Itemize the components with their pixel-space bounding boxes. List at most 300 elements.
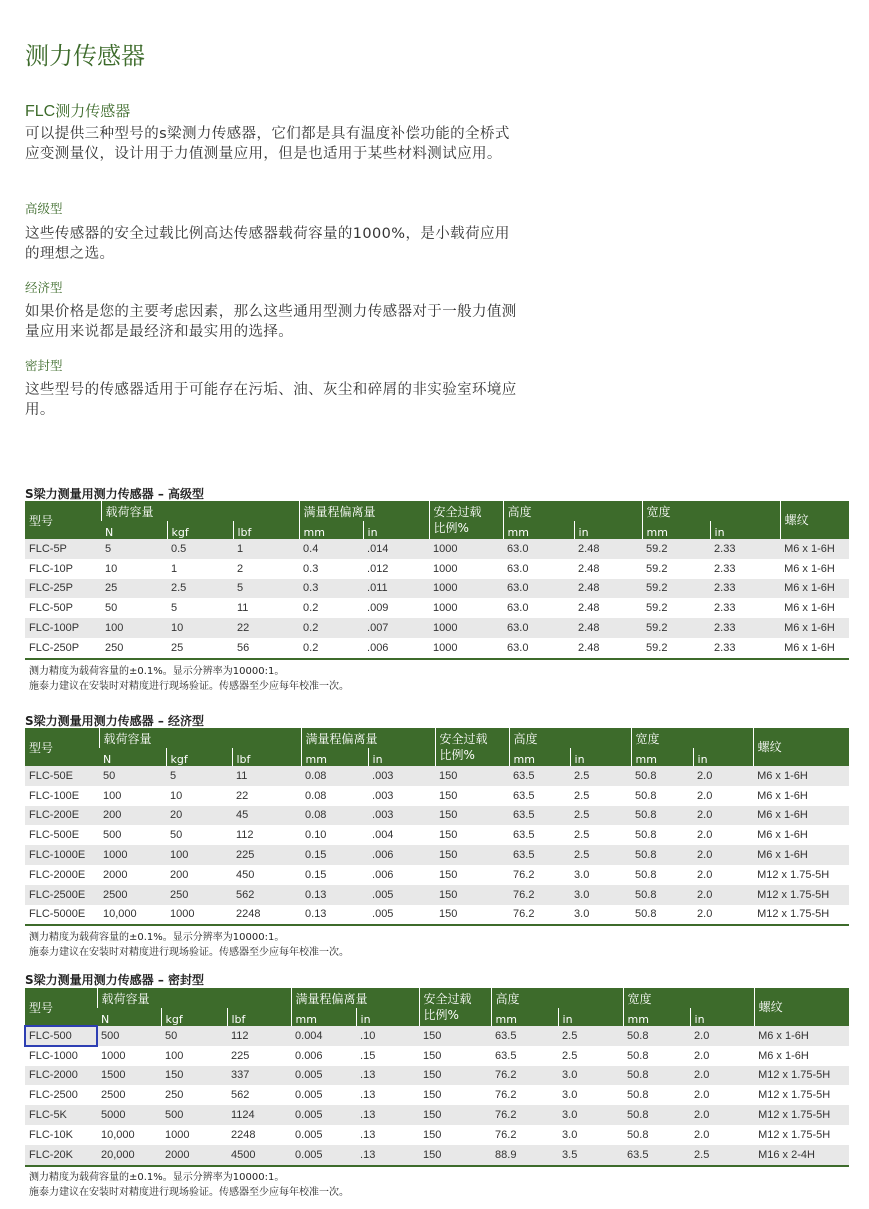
cell-width-mm: 50.8 [623, 1125, 690, 1145]
cell-overload-ratio: 150 [435, 806, 509, 826]
cell-height-mm: 63.5 [509, 806, 570, 826]
header-overload-line2: 比例% [439, 748, 475, 762]
cell-model: FLC-200E [25, 806, 99, 826]
cell-thread: M12 x 1.75-5H [754, 1085, 849, 1105]
cell-model: FLC-25P [25, 579, 101, 599]
cell-height-in: 2.48 [574, 559, 642, 579]
spec-table-economy [25, 728, 849, 926]
cell-model: FLC-2500E [25, 885, 99, 905]
note-line: 测力精度为载荷容量的±0.1%。显示分辨率为10000:1。 [29, 932, 285, 943]
cell-width-in: 2.0 [693, 786, 753, 806]
cell-capacity-lbf: 2 [233, 559, 299, 579]
cell-model: FLC-2000E [25, 865, 99, 885]
cell-overload-ratio: 150 [419, 1105, 491, 1125]
brand-name: FLC [25, 103, 56, 120]
header-thread: 螺纹 [780, 501, 849, 539]
header-thread: 螺纹 [754, 988, 849, 1026]
header-model: 型号 [25, 501, 101, 539]
cell-height-in: 2.5 [570, 806, 631, 826]
cell-height-mm: 63.0 [503, 539, 574, 559]
header-unit-mm: mm [642, 521, 710, 539]
type-label-economy: 经济型 [25, 280, 63, 295]
cell-deflection-in: .10 [356, 1026, 419, 1046]
cell-width-in: 2.33 [710, 579, 780, 599]
note-line: 测力精度为载荷容量的±0.1%。显示分辨率为10000:1。 [29, 1172, 285, 1183]
section-title-text: 测力传感器 [55, 102, 131, 120]
cell-model: FLC-5000E [25, 905, 99, 926]
header-unit-lbf: lbf [227, 1008, 291, 1026]
cell-width-in: 2.0 [693, 845, 753, 865]
header-unit-mm: mm [301, 748, 368, 766]
cell-capacity-kgf: 50 [161, 1026, 227, 1046]
header-overload-line1: 安全过载 [439, 732, 488, 746]
cell-overload-ratio: 150 [435, 766, 509, 786]
cell-overload-ratio: 1000 [429, 598, 503, 618]
cell-deflection-in: .003 [368, 766, 435, 786]
cell-capacity-kgf: 100 [161, 1046, 227, 1066]
table-row [25, 766, 849, 786]
cell-thread: M6 x 1-6H [753, 786, 849, 806]
cell-width-in: 2.33 [710, 638, 780, 659]
cell-width-in: 2.0 [693, 885, 753, 905]
table-notes-economy [29, 930, 349, 960]
cell-deflection-mm: 0.10 [301, 825, 368, 845]
cell-deflection-in: .006 [368, 865, 435, 885]
header-height: 高度 [509, 728, 631, 748]
cell-capacity-kgf: 1000 [161, 1125, 227, 1145]
cell-width-in: 2.0 [693, 766, 753, 786]
cell-capacity-kgf: 25 [167, 638, 233, 659]
table-title-sealed: S梁力测量用测力传感器 – 密封型 [25, 973, 204, 987]
header-model: 型号 [25, 728, 99, 766]
cell-height-in: 2.5 [570, 845, 631, 865]
header-height: 高度 [491, 988, 623, 1008]
cell-deflection-mm: 0.005 [291, 1066, 356, 1086]
cell-capacity-n: 1000 [97, 1046, 161, 1066]
cell-capacity-lbf: 22 [233, 618, 299, 638]
cell-deflection-mm: 0.2 [299, 598, 363, 618]
cell-height-in: 2.5 [570, 786, 631, 806]
cell-height-mm: 76.2 [509, 905, 570, 926]
cell-width-mm: 59.2 [642, 579, 710, 599]
header-unit-n: N [97, 1008, 161, 1026]
cell-capacity-lbf: 45 [232, 806, 301, 826]
cell-model: FLC-5P [25, 539, 101, 559]
type-label-premium: 高级型 [25, 201, 63, 216]
cell-thread: M6 x 1-6H [780, 598, 849, 618]
cell-height-mm: 63.0 [503, 638, 574, 659]
cell-height-mm: 63.5 [491, 1026, 558, 1046]
cell-capacity-lbf: 112 [232, 825, 301, 845]
cell-capacity-lbf: 11 [233, 598, 299, 618]
header-overload-line1: 安全过载 [433, 505, 482, 519]
header-unit-kgf: kgf [167, 521, 233, 539]
note-line: 施泰力建议在安装时对精度进行现场验证。传感器至少应每年校准一次。 [29, 1187, 349, 1198]
type-text-economy: 如果价格是您的主要考虑因素，那么这些通用型测力传感器对于一般力值测量应用来说都是最经济和最实用的选择。 [25, 304, 517, 340]
header-thread: 螺纹 [753, 728, 849, 766]
header-overload [429, 501, 503, 539]
header-unit-in: in [693, 748, 753, 766]
cell-height-in: 2.5 [570, 825, 631, 845]
cell-height-mm: 63.0 [503, 579, 574, 599]
cell-width-mm: 59.2 [642, 618, 710, 638]
cell-deflection-mm: 0.3 [299, 579, 363, 599]
table-row [25, 1066, 849, 1086]
cell-thread: M6 x 1-6H [754, 1026, 849, 1046]
cell-capacity-lbf: 225 [232, 845, 301, 865]
cell-capacity-n: 100 [101, 618, 167, 638]
cell-deflection-in: .007 [363, 618, 429, 638]
cell-thread: M16 x 2-4H [754, 1145, 849, 1166]
header-unit-kgf: kgf [166, 748, 232, 766]
header-unit-mm: mm [623, 1008, 690, 1026]
cell-width-in: 2.0 [690, 1066, 754, 1086]
cell-model: FLC-5K [25, 1105, 97, 1125]
cell-capacity-kgf: 1 [167, 559, 233, 579]
header-unit-in: in [368, 748, 435, 766]
cell-capacity-n: 200 [99, 806, 166, 826]
spec-table-premium [25, 501, 849, 660]
cell-height-in: 2.48 [574, 598, 642, 618]
cell-capacity-n: 250 [101, 638, 167, 659]
cell-overload-ratio: 1000 [429, 638, 503, 659]
table-row [25, 905, 849, 926]
cell-width-mm: 50.8 [623, 1066, 690, 1086]
cell-capacity-kgf: 5 [167, 598, 233, 618]
cell-height-in: 2.48 [574, 579, 642, 599]
cell-overload-ratio: 150 [419, 1046, 491, 1066]
cell-capacity-n: 50 [99, 766, 166, 786]
cell-deflection-in: .13 [356, 1066, 419, 1086]
cell-height-in: 3.0 [558, 1105, 623, 1125]
header-unit-in: in [558, 1008, 623, 1026]
cell-capacity-lbf: 56 [233, 638, 299, 659]
cell-capacity-n: 10 [101, 559, 167, 579]
cell-width-mm: 63.5 [623, 1145, 690, 1166]
cell-thread: M6 x 1-6H [754, 1046, 849, 1066]
cell-capacity-n: 1000 [99, 845, 166, 865]
cell-capacity-kgf: 10 [166, 786, 232, 806]
header-width: 宽度 [631, 728, 753, 748]
header-unit-in: in [690, 1008, 754, 1026]
cell-model: FLC-50P [25, 598, 101, 618]
header-overload-line2: 比例% [423, 1008, 459, 1022]
cell-deflection-in: .13 [356, 1105, 419, 1125]
cell-width-in: 2.0 [693, 865, 753, 885]
cell-deflection-in: .012 [363, 559, 429, 579]
table-row [25, 1125, 849, 1145]
cell-overload-ratio: 150 [435, 885, 509, 905]
cell-height-in: 2.5 [570, 766, 631, 786]
cell-width-mm: 50.8 [631, 865, 693, 885]
cell-capacity-kgf: 10 [167, 618, 233, 638]
header-overload-line2: 比例% [433, 521, 469, 535]
cell-capacity-kgf: 0.5 [167, 539, 233, 559]
cell-capacity-lbf: 1124 [227, 1105, 291, 1125]
cell-width-in: 2.33 [710, 559, 780, 579]
header-capacity: 载荷容量 [101, 501, 299, 521]
cell-width-mm: 50.8 [623, 1046, 690, 1066]
cell-height-in: 3.0 [570, 865, 631, 885]
table-row [25, 806, 849, 826]
cell-capacity-lbf: 2248 [227, 1125, 291, 1145]
table-row [25, 825, 849, 845]
cell-height-mm: 76.2 [491, 1105, 558, 1125]
cell-height-mm: 63.0 [503, 559, 574, 579]
cell-capacity-n: 500 [97, 1026, 161, 1046]
cell-thread: M12 x 1.75-5H [753, 905, 849, 926]
spec-table-sealed [25, 988, 849, 1167]
cell-thread: M6 x 1-6H [753, 825, 849, 845]
header-unit-mm: mm [491, 1008, 558, 1026]
cell-height-mm: 88.9 [491, 1145, 558, 1166]
cell-width-in: 2.0 [693, 825, 753, 845]
cell-width-in: 2.0 [690, 1105, 754, 1125]
cell-deflection-in: .005 [368, 905, 435, 926]
cell-height-mm: 76.2 [491, 1125, 558, 1145]
header-unit-in: in [570, 748, 631, 766]
header-unit-mm: mm [509, 748, 570, 766]
cell-capacity-lbf: 4500 [227, 1145, 291, 1166]
header-unit-mm: mm [291, 1008, 356, 1026]
header-unit-mm: mm [299, 521, 363, 539]
table-notes-premium [29, 664, 349, 694]
header-overload [435, 728, 509, 766]
type-label-sealed: 密封型 [25, 358, 63, 373]
cell-height-mm: 63.0 [503, 598, 574, 618]
cell-width-mm: 50.8 [623, 1085, 690, 1105]
header-height: 高度 [503, 501, 642, 521]
cell-capacity-kgf: 100 [166, 845, 232, 865]
cell-width-mm: 50.8 [631, 845, 693, 865]
cell-deflection-in: .004 [368, 825, 435, 845]
cell-overload-ratio: 150 [419, 1085, 491, 1105]
cell-overload-ratio: 150 [435, 905, 509, 926]
cell-capacity-n: 5 [101, 539, 167, 559]
cell-width-mm: 50.8 [631, 786, 693, 806]
header-width: 宽度 [642, 501, 780, 521]
cell-thread: M12 x 1.75-5H [753, 865, 849, 885]
cell-capacity-kgf: 2000 [161, 1145, 227, 1166]
page-title: 测力传感器 [25, 42, 145, 70]
cell-capacity-n: 1500 [97, 1066, 161, 1086]
cell-thread: M12 x 1.75-5H [754, 1125, 849, 1145]
cell-capacity-lbf: 22 [232, 786, 301, 806]
cell-capacity-lbf: 5 [233, 579, 299, 599]
cell-height-in: 2.48 [574, 618, 642, 638]
cell-width-mm: 59.2 [642, 559, 710, 579]
cell-height-in: 3.0 [558, 1125, 623, 1145]
cell-model: FLC-2000 [25, 1066, 97, 1086]
cell-height-mm: 63.5 [509, 766, 570, 786]
cell-model: FLC-1000E [25, 845, 99, 865]
cell-capacity-n: 5000 [97, 1105, 161, 1125]
table-row [25, 618, 849, 638]
cell-model: FLC-1000 [25, 1046, 97, 1066]
cell-thread: M6 x 1-6H [780, 539, 849, 559]
table-row [25, 559, 849, 579]
cell-model: FLC-10P [25, 559, 101, 579]
cell-capacity-lbf: 337 [227, 1066, 291, 1086]
cell-deflection-mm: 0.2 [299, 618, 363, 638]
header-unit-kgf: kgf [161, 1008, 227, 1026]
table-row [25, 885, 849, 905]
cell-model: FLC-20K [25, 1145, 97, 1166]
header-unit-lbf: lbf [232, 748, 301, 766]
cell-height-in: 2.5 [558, 1026, 623, 1046]
cell-model: FLC-2500 [25, 1085, 97, 1105]
type-text-premium: 这些传感器的安全过载比例高达传感器载荷容量的1000%，是小载荷应用的理想之选。 [25, 226, 510, 262]
cell-capacity-lbf: 225 [227, 1046, 291, 1066]
table-row [25, 845, 849, 865]
cell-deflection-mm: 0.004 [291, 1026, 356, 1046]
table-row [25, 1105, 849, 1125]
header-deflection: 满量程偏离量 [299, 501, 429, 521]
cell-deflection-mm: 0.006 [291, 1046, 356, 1066]
header-unit-in: in [710, 521, 780, 539]
cell-deflection-mm: 0.13 [301, 905, 368, 926]
cell-capacity-n: 50 [101, 598, 167, 618]
cell-thread: M12 x 1.75-5H [754, 1066, 849, 1086]
cell-deflection-mm: 0.15 [301, 865, 368, 885]
cell-thread: M12 x 1.75-5H [754, 1105, 849, 1125]
cell-deflection-mm: 0.005 [291, 1105, 356, 1125]
cell-capacity-lbf: 2248 [232, 905, 301, 926]
cell-deflection-mm: 0.08 [301, 786, 368, 806]
table-row [25, 1085, 849, 1105]
cell-model: FLC-50E [25, 766, 99, 786]
cell-overload-ratio: 1000 [429, 579, 503, 599]
cell-width-mm: 59.2 [642, 539, 710, 559]
cell-height-in: 2.48 [574, 638, 642, 659]
cell-thread: M6 x 1-6H [780, 559, 849, 579]
cell-deflection-in: .003 [368, 786, 435, 806]
header-unit-in: in [574, 521, 642, 539]
cell-capacity-n: 2000 [99, 865, 166, 885]
cell-width-in: 2.0 [690, 1085, 754, 1105]
cell-deflection-in: .15 [356, 1046, 419, 1066]
cell-deflection-mm: 0.3 [299, 559, 363, 579]
cell-capacity-kgf: 2.5 [167, 579, 233, 599]
cell-thread: M6 x 1-6H [780, 579, 849, 599]
cell-capacity-kgf: 50 [166, 825, 232, 845]
cell-deflection-in: .005 [368, 885, 435, 905]
table-row [25, 539, 849, 559]
cell-overload-ratio: 150 [435, 825, 509, 845]
cell-capacity-kgf: 1000 [166, 905, 232, 926]
cell-thread: M6 x 1-6H [780, 638, 849, 659]
header-capacity: 载荷容量 [99, 728, 301, 748]
cell-deflection-mm: 0.08 [301, 766, 368, 786]
intro-paragraph: 可以提供三种型号的s梁测力传感器，它们都是具有温度补偿功能的全桥式应变测量仪，设计用于力值测量应用，但是也适用于某些材料测试应用。 [25, 126, 510, 162]
cell-height-mm: 76.2 [509, 865, 570, 885]
cell-capacity-lbf: 112 [227, 1026, 291, 1046]
cell-overload-ratio: 1000 [429, 559, 503, 579]
cell-model: FLC-500 [25, 1026, 97, 1046]
cell-capacity-n: 10,000 [99, 905, 166, 926]
cell-model: FLC-250P [25, 638, 101, 659]
cell-height-mm: 63.5 [509, 825, 570, 845]
cell-capacity-lbf: 562 [232, 885, 301, 905]
cell-width-in: 2.0 [690, 1046, 754, 1066]
cell-width-mm: 50.8 [623, 1105, 690, 1125]
cell-height-in: 2.48 [574, 539, 642, 559]
cell-height-in: 3.0 [558, 1066, 623, 1086]
header-unit-in: in [363, 521, 429, 539]
header-overload-line1: 安全过载 [423, 992, 472, 1006]
cell-deflection-mm: 0.13 [301, 885, 368, 905]
cell-width-mm: 50.8 [631, 825, 693, 845]
cell-width-in: 2.0 [693, 905, 753, 926]
table-row [25, 865, 849, 885]
cell-deflection-in: .011 [363, 579, 429, 599]
cell-height-in: 3.0 [570, 905, 631, 926]
cell-capacity-n: 100 [99, 786, 166, 806]
header-overload [419, 988, 491, 1026]
cell-capacity-kgf: 250 [161, 1085, 227, 1105]
table-row [25, 1026, 849, 1046]
cell-capacity-kgf: 200 [166, 865, 232, 885]
cell-height-mm: 63.5 [509, 786, 570, 806]
cell-thread: M6 x 1-6H [780, 618, 849, 638]
cell-width-mm: 50.8 [631, 905, 693, 926]
cell-capacity-n: 2500 [97, 1085, 161, 1105]
header-model: 型号 [25, 988, 97, 1026]
cell-model: FLC-10K [25, 1125, 97, 1145]
cell-capacity-lbf: 1 [233, 539, 299, 559]
cell-thread: M12 x 1.75-5H [753, 885, 849, 905]
cell-height-in: 3.0 [570, 885, 631, 905]
cell-width-mm: 50.8 [623, 1026, 690, 1046]
cell-overload-ratio: 150 [435, 845, 509, 865]
cell-width-in: 2.33 [710, 598, 780, 618]
cell-capacity-n: 500 [99, 825, 166, 845]
cell-capacity-kgf: 250 [166, 885, 232, 905]
cell-height-in: 3.0 [558, 1085, 623, 1105]
header-unit-in: in [356, 1008, 419, 1026]
cell-width-in: 2.33 [710, 539, 780, 559]
cell-capacity-n: 20,000 [97, 1145, 161, 1166]
cell-capacity-kgf: 5 [166, 766, 232, 786]
note-line: 施泰力建议在安装时对精度进行现场验证。传感器至少应每年校准一次。 [29, 947, 349, 958]
cell-capacity-lbf: 11 [232, 766, 301, 786]
cell-capacity-lbf: 450 [232, 865, 301, 885]
cell-overload-ratio: 1000 [429, 539, 503, 559]
cell-model: FLC-500E [25, 825, 99, 845]
header-width: 宽度 [623, 988, 754, 1008]
cell-deflection-mm: 0.005 [291, 1085, 356, 1105]
cell-overload-ratio: 150 [419, 1145, 491, 1166]
cell-height-mm: 76.2 [491, 1066, 558, 1086]
cell-width-mm: 50.8 [631, 766, 693, 786]
cell-width-mm: 59.2 [642, 598, 710, 618]
cell-deflection-mm: 0.005 [291, 1145, 356, 1166]
cell-deflection-in: .13 [356, 1145, 419, 1166]
cell-deflection-in: .13 [356, 1125, 419, 1145]
cell-capacity-n: 10,000 [97, 1125, 161, 1145]
header-unit-mm: mm [631, 748, 693, 766]
cell-deflection-in: .003 [368, 806, 435, 826]
cell-deflection-in: .006 [363, 638, 429, 659]
cell-deflection-in: .009 [363, 598, 429, 618]
header-unit-mm: mm [503, 521, 574, 539]
cell-width-in: 2.0 [693, 806, 753, 826]
cell-height-mm: 76.2 [491, 1085, 558, 1105]
cell-width-in: 2.0 [690, 1125, 754, 1145]
cell-width-in: 2.0 [690, 1026, 754, 1046]
cell-width-mm: 50.8 [631, 885, 693, 905]
header-capacity: 载荷容量 [97, 988, 291, 1008]
